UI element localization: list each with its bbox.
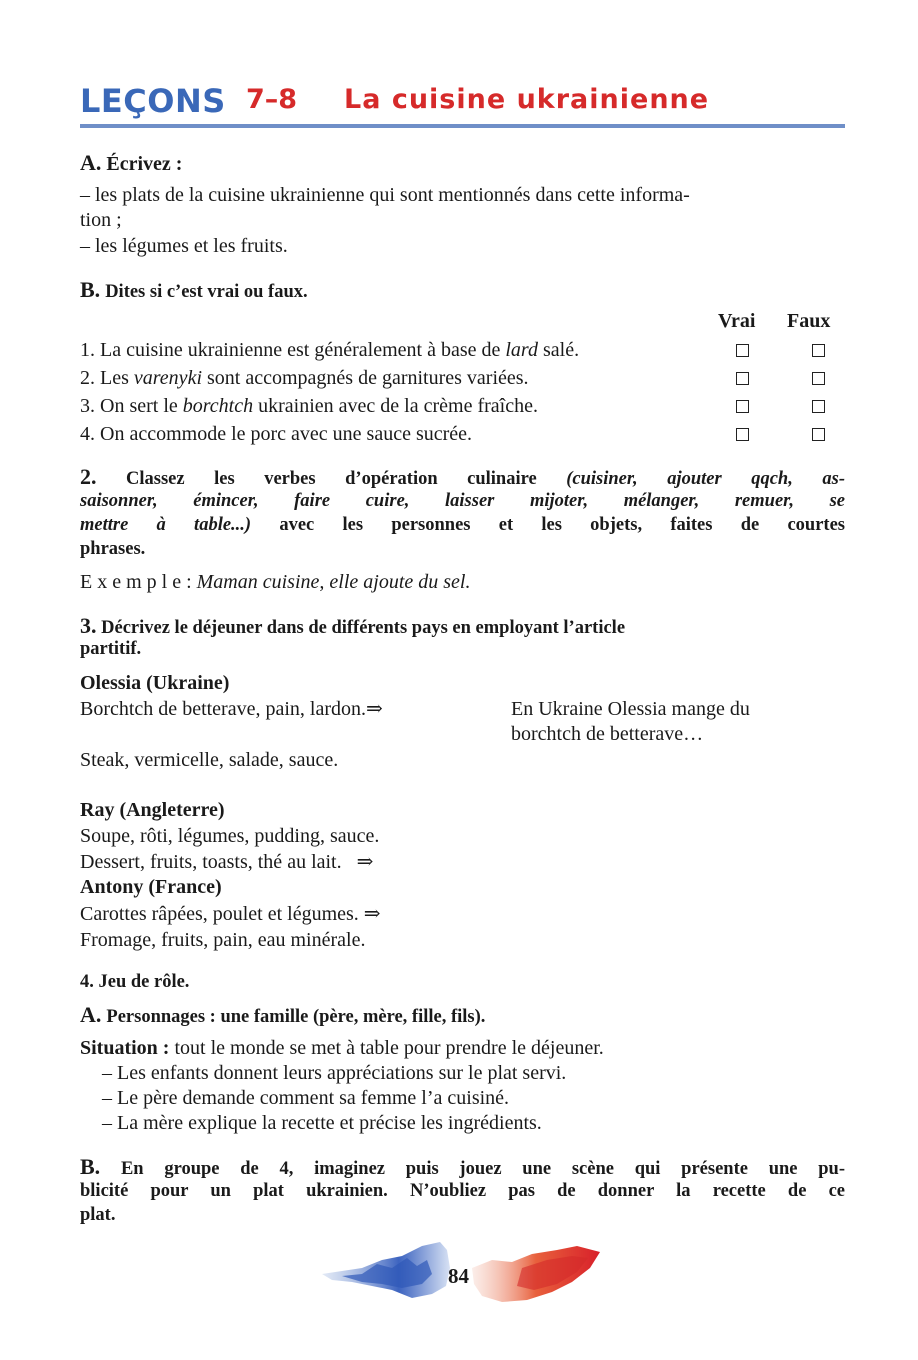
checkbox-vrai-1[interactable] xyxy=(736,344,749,357)
checkbox-vrai-2[interactable] xyxy=(736,372,749,385)
exercise-2-number: 2. xyxy=(80,464,97,489)
situation-bullet-3: – La mère explique la recette et précise les ingrédients. xyxy=(102,1112,542,1134)
exercise-4a-heading xyxy=(80,1002,485,1030)
section-a-heading xyxy=(80,150,182,177)
section-b-heading xyxy=(80,277,308,305)
ray-menu-2: Dessert, fruits, toasts, thé au lait. ⇒ xyxy=(80,851,374,873)
olessia-heading: Olessia (Ukraine) xyxy=(80,672,230,694)
checkbox-faux-3[interactable] xyxy=(812,400,825,413)
checkbox-faux-4[interactable] xyxy=(812,428,825,441)
antony-heading: Antony (France) xyxy=(80,876,222,898)
exercise-4a-text: Personnages : une famille (père, mère, fille, fils). xyxy=(106,1007,486,1027)
exercise-4b-line-3: plat. xyxy=(80,1205,116,1225)
statement-1: 1. La cuisine ukrainienne est généralement à base de lard salé. xyxy=(80,339,580,361)
exercise-4b-line-1: B. En groupe de 4, imaginez puis jouez une scène qui présente une pu- xyxy=(80,1154,845,1179)
exercise-2-line-3: mettre à table...) avec les personnes et les objets, faites de courtes xyxy=(80,515,845,535)
exercise-4a-label: A. xyxy=(80,1002,102,1027)
antony-menu-1: Carottes râpées, poulet et légumes. ⇒ xyxy=(80,903,381,925)
olessia-menu-1: Borchtch de betterave, pain, lardon.⇒ xyxy=(80,698,383,720)
exercise-3-line-2: partitif. xyxy=(80,639,142,659)
situation xyxy=(80,1036,604,1061)
situation-label: Situation : xyxy=(80,1037,170,1059)
exercise-4b-line-2: blicité pour un plat ukrainien. N’oubliez pas de donner la recette de ce xyxy=(80,1181,845,1201)
exercise-2-line-2: saisonner, émincer, faire cuire, laisser mijoter, mélanger, remuer, se xyxy=(80,491,845,511)
exercise-2-line-4: phrases. xyxy=(80,539,146,559)
ray-heading: Ray (Angleterre) xyxy=(80,799,225,821)
section-b-title: Dites si c’est vrai ou faux. xyxy=(105,282,308,302)
ray-menu-1: Soupe, rôti, légumes, pudding, sauce. xyxy=(80,825,380,847)
column-vrai: Vrai xyxy=(718,310,756,332)
checkbox-faux-1[interactable] xyxy=(812,344,825,357)
header-rule xyxy=(80,124,845,128)
exercise-2-example xyxy=(80,570,470,595)
situation-bullet-2: – Le père demande comment sa femme l’a cuisiné. xyxy=(102,1087,510,1109)
statement-2: 2. Les varenyki sont accompagnés de garnitures variées. xyxy=(80,367,529,389)
exercise-3-number: 3. xyxy=(80,613,97,638)
statement-3: 3. On sert le borchtch ukrainien avec de la crème fraîche. xyxy=(80,395,538,417)
column-faux: Faux xyxy=(787,310,831,332)
exercise-4-title: 4. Jeu de rôle. xyxy=(80,972,190,992)
exercise-4b-label: B. xyxy=(80,1154,101,1179)
statement-4: 4. On accommode le porc avec une sauce sucrée. xyxy=(80,423,473,445)
section-b-label: B. xyxy=(80,277,101,302)
situation-bullet-1: – Les enfants donnent leurs appréciations sur le plat servi. xyxy=(102,1062,567,1084)
section-a-line-1: – les plats de la cuisine ukrainienne qui sont mentionnés dans cette informa- xyxy=(80,184,690,206)
lesson-title: La cuisine ukrainienne xyxy=(344,84,710,115)
example-label: E x e m p l e : xyxy=(80,571,192,593)
lesson-number: 7–8 xyxy=(246,84,298,115)
example-text: Maman cuisine, elle ajoute du sel. xyxy=(196,571,471,593)
section-a-line-3: – les légumes et les fruits. xyxy=(80,235,288,257)
checkbox-vrai-4[interactable] xyxy=(736,428,749,441)
section-a-title: Écrivez : xyxy=(106,153,183,175)
section-a-line-2: tion ; xyxy=(80,209,122,231)
situation-text: tout le monde se met à table pour prendre le déjeuner. xyxy=(169,1037,604,1059)
lesson-header xyxy=(80,82,845,128)
exercise-2-line-1: 2. Classez les verbes d’opération culinaire (cuisiner, ajouter qqch, as- xyxy=(80,464,845,489)
olessia-menu-2: Steak, vermicelle, salade, sauce. xyxy=(80,749,339,771)
olessia-answer-2: borchtch de betterave… xyxy=(511,723,704,745)
checkbox-vrai-3[interactable] xyxy=(736,400,749,413)
checkbox-faux-2[interactable] xyxy=(812,372,825,385)
section-a-label: A. xyxy=(80,150,102,175)
lessons-label: LEÇONS xyxy=(80,82,226,120)
exercise-3-line-1: 3. Décrivez le déjeuner dans de différents pays en employant l’article xyxy=(80,613,626,638)
page-number: 84 xyxy=(448,1264,469,1288)
antony-menu-2: Fromage, fruits, pain, eau minérale. xyxy=(80,929,366,951)
olessia-answer-1: En Ukraine Olessia mange du xyxy=(511,698,750,720)
